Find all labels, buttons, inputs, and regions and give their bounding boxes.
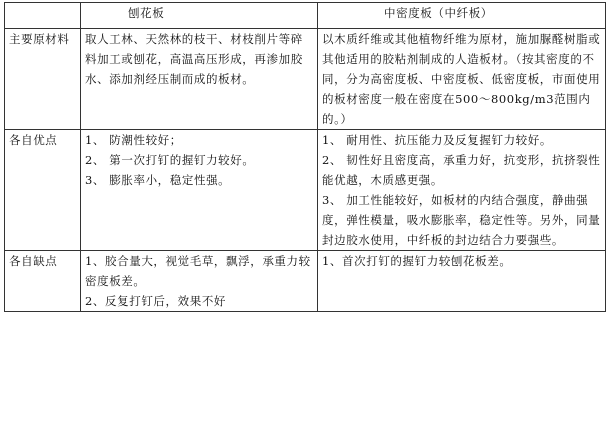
table-row-disadvantages [5, 251, 606, 312]
header-cell-particleboard: 刨花板 [81, 3, 318, 29]
cell-text: 以木质纤维或其他植物纤维为原材，施加脲醛树脂或其他适用的胶粘剂制成的人造板材。（按其密度的不同，分为高密度板、中密度板、低密度板，市面使用的板材密度一般在密度在500～800kg/m3范围内的。） [322, 32, 601, 126]
cell-advantages-mdf [318, 130, 606, 251]
row-label-materials: 主要原材料 [5, 29, 81, 130]
cell-advantages-particleboard [81, 130, 318, 251]
row-label-advantages: 各自优点 [5, 130, 81, 251]
header-cell-mdf: 中密度板（中纤板） [318, 3, 606, 29]
table-header-row [5, 3, 606, 29]
cell-disadvantages-particleboard [81, 251, 318, 312]
cell-disadvantages-mdf [318, 251, 606, 312]
header-cell-empty [5, 3, 81, 29]
cell-text: 取人工林、天然林的枝干、材枝削片等碎料加工或刨花，高温高压形成，再渗加胶水、添加剂经压制而成的板材。 [85, 32, 303, 86]
list-item: 2、 第一次打钉的握钉力较好。 [85, 153, 255, 167]
list-item: 2、反复打钉后，效果不好 [85, 294, 227, 308]
list-item: 2、 韧性好且密度高，承重力好，抗变形，抗挤裂性能优越，木质感更强。 [322, 153, 601, 187]
list-item: 1、 耐用性、抗压能力及反复握钉力较好。 [322, 133, 552, 147]
row-label-disadvantages: 各自缺点 [5, 251, 81, 312]
list-item: 3、 加工性能较好，如板材的内结合强度，静曲强度，弹性模量，吸水膨胀率，稳定性等。另外，同量封边胶水使用，中纤板的封边结合力要强些。 [322, 193, 601, 247]
cell-materials-mdf [318, 29, 606, 130]
list-item: 1、首次打钉的握钉力较刨花板差。 [322, 254, 512, 268]
list-item: 3、 膨胀率小，稳定性强。 [85, 173, 231, 187]
table-row-advantages [5, 130, 606, 251]
table-row-materials [5, 29, 606, 130]
comparison-table [4, 2, 606, 312]
list-item: 1、胶合量大，视觉毛草，飘浮，承重力较密度板差。 [85, 254, 311, 288]
cell-materials-particleboard [81, 29, 318, 130]
list-item: 1、 防潮性较好； [85, 133, 182, 147]
